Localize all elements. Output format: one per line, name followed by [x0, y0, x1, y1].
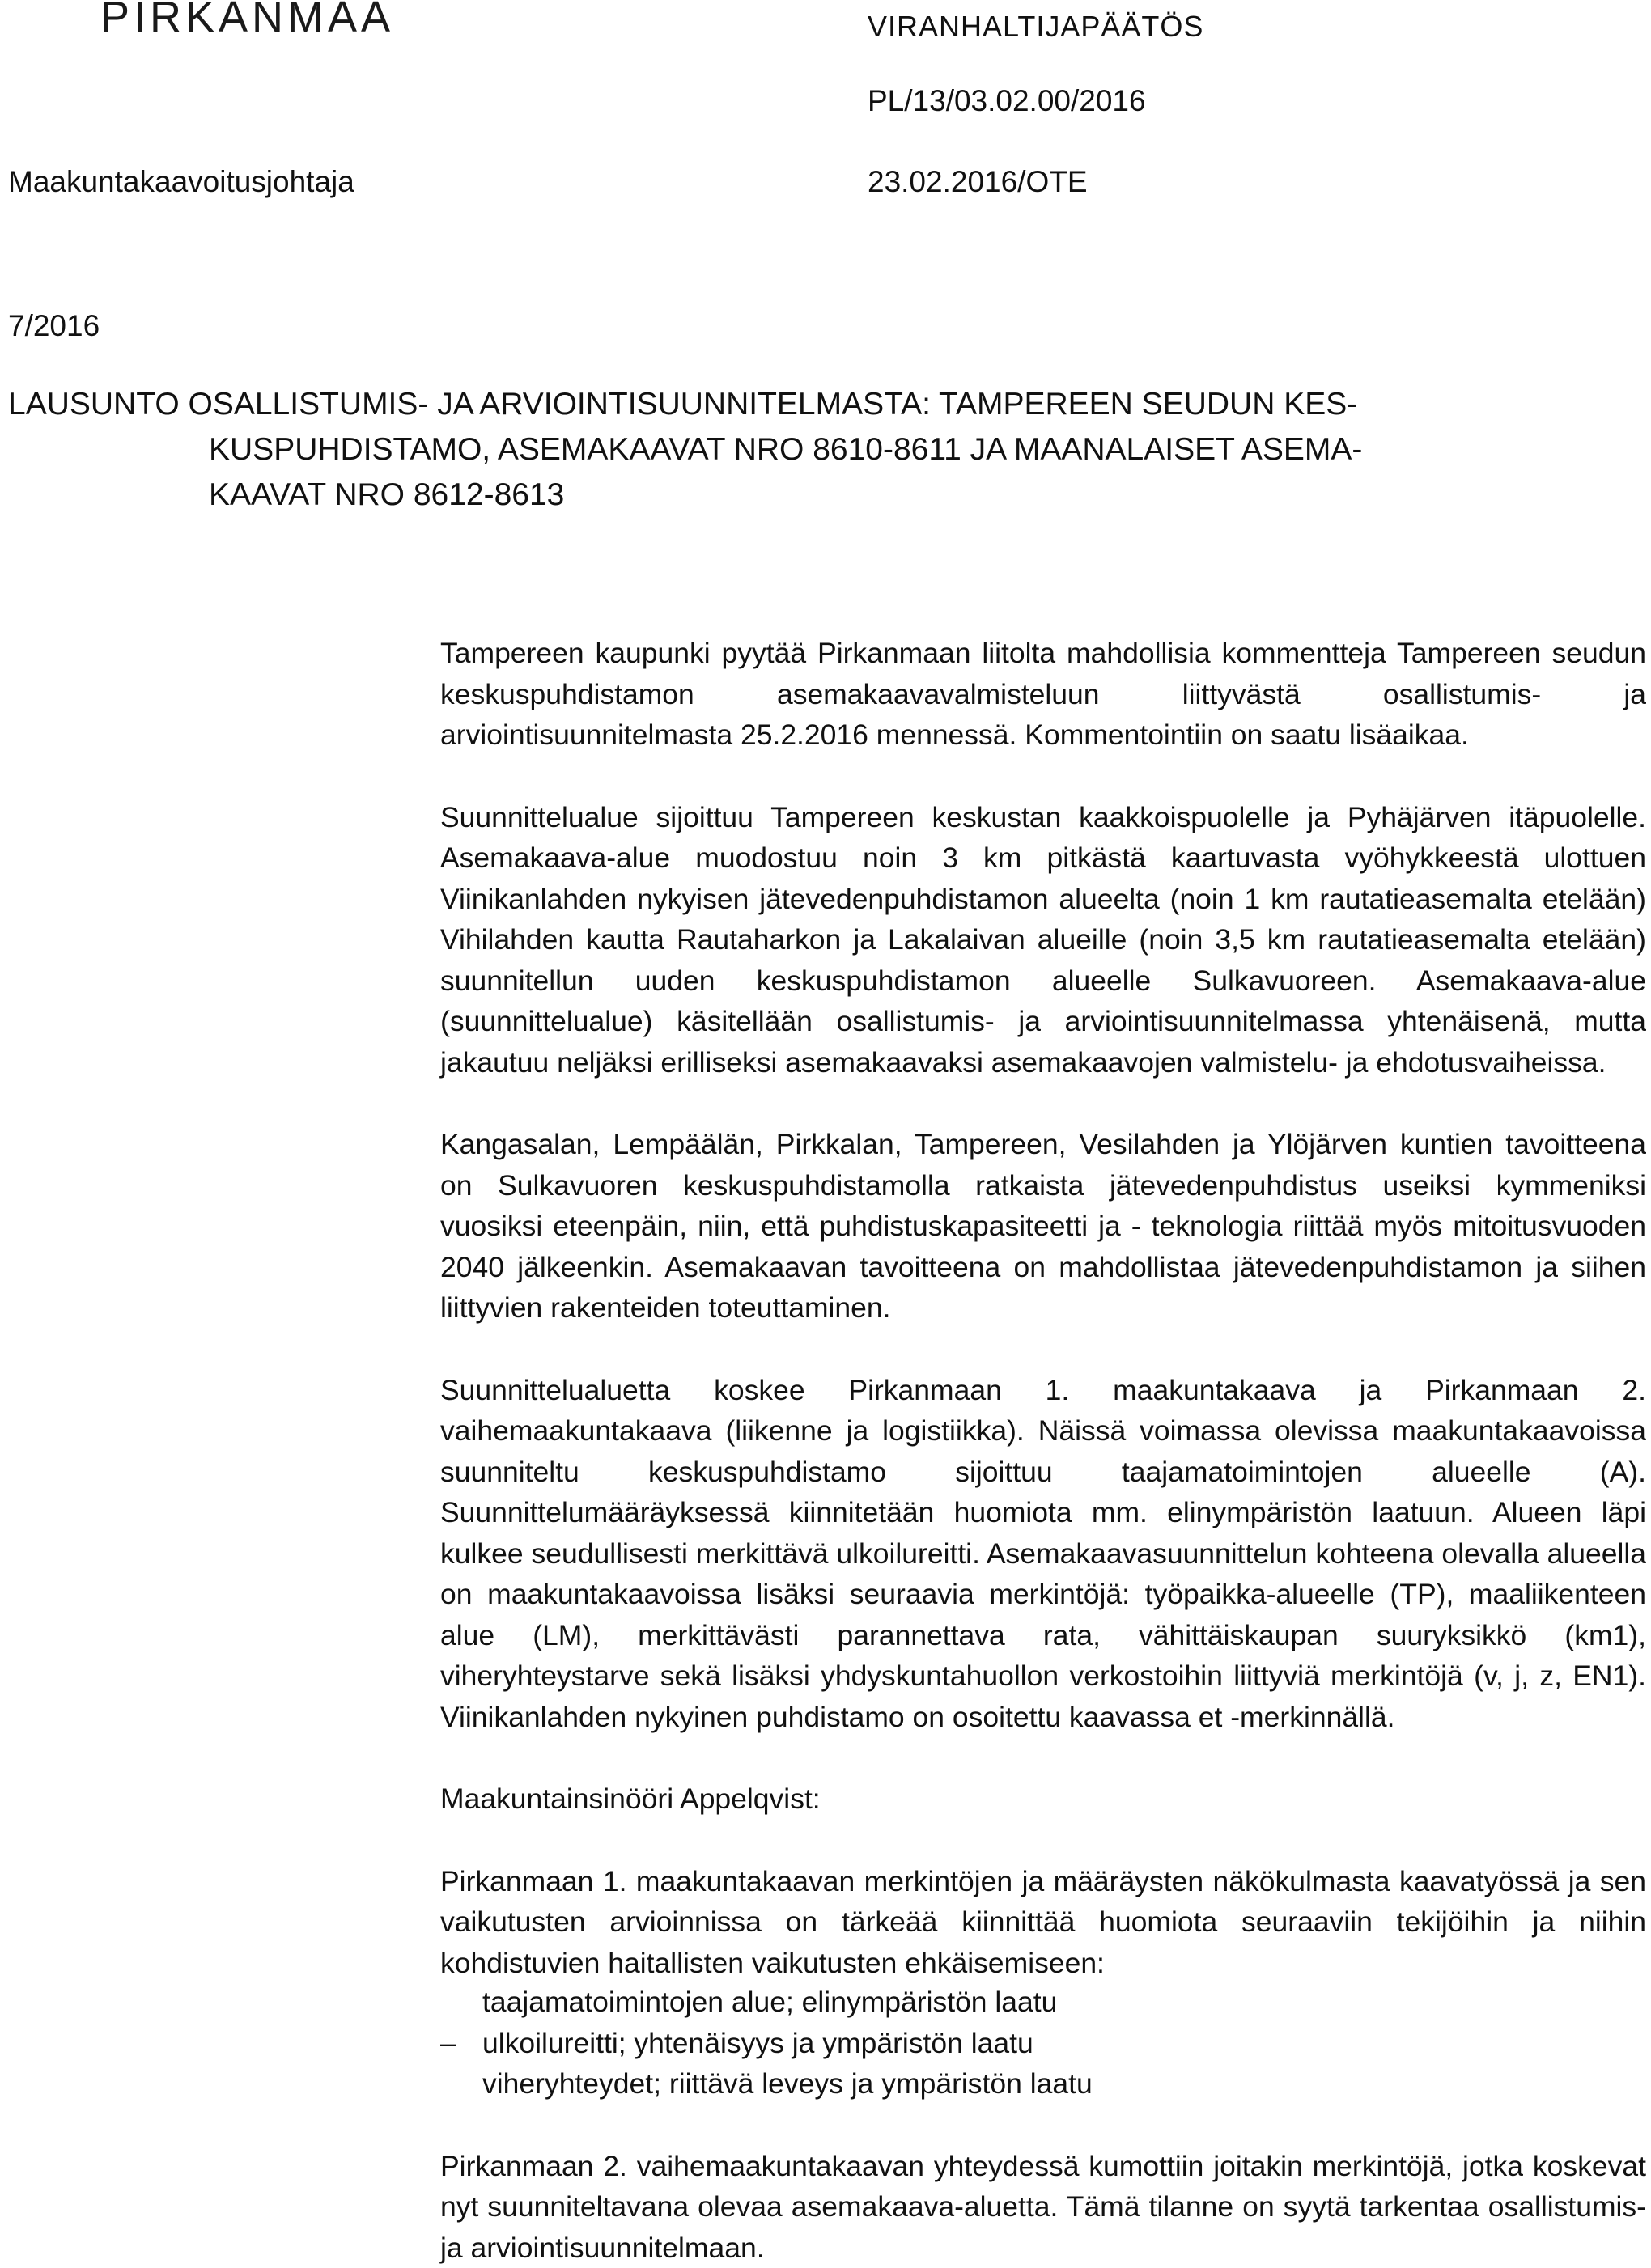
paragraph: Kangasalan, Lempäälän, Pirkkalan, Tampereen, Vesilahden ja Ylöjärven kuntien tavoitteena on Sulkavuoren keskuspuhdistamolla ratkaista jätevedenpuhdistus useiksi kymmeniksi vuosiksi eteenpäin, niin, että puhdistuskapasiteetti ja - teknologia riittää myös mitoitusvuoden 2040 jälkeenkin. Asemakaavan tavoitteena on mahdollistaa jätevedenpuhdistamon ja siihen liittyvien rakenteiden toteuttaminen. [440, 1124, 1646, 1329]
list-item [440, 2023, 1646, 2064]
speaker-label: Maakuntainsinööri Appelqvist: [440, 1778, 1646, 1820]
list-item [440, 1982, 1646, 2023]
organization-name: PIRKANMAA [100, 0, 394, 42]
document-id: PL/13/03.02.00/2016 [868, 84, 1146, 118]
title-line: KUSPUHDISTAMO, ASEMAKAAVAT NRO 8610-8611 JA MAANALAISET ASEMA- [8, 427, 1635, 473]
title-line: LAUSUNTO OSALLISTUMIS- JA ARVIOINTISUUNNITELMASTA: TAMPEREEN SEUDUN KES- [8, 382, 1635, 427]
dash-marker: – [440, 2023, 456, 2064]
title-line: KAAVAT NRO 8612-8613 [8, 473, 1635, 518]
paragraph: Pirkanmaan 1. maakuntakaavan merkintöjen ja määräysten näkökulmasta kaavatyössä ja sen vaikutusten arvioinnissa on tärkeää kiinnittää huomiota seuraaviin tekijöihin ja niihin kohdistuvien haitallisten vaikutusten ehkäisemiseen: [440, 1861, 1646, 1984]
list-item-text: viheryhteydet; riittävä leveys ja ympäristön laatu [482, 2067, 1093, 2100]
document-type: VIRANHALTIJAPÄÄTÖS [868, 10, 1203, 44]
bullet-list [440, 1982, 1646, 2105]
list-item [440, 2063, 1646, 2105]
decision-number: 7/2016 [8, 309, 100, 343]
paragraph: Pirkanmaan 2. vaihemaakuntakaavan yhteydessä kumottiin joitakin merkintöjä, jotka koskevat nyt suunniteltavana olevaa asemakaava-aluetta. Tämä tilanne on syytä tarkentaa osallistumis- ja arviointisuunnitelmaan. [440, 2146, 1646, 2268]
document-title [8, 382, 1635, 518]
paragraph: Suunnittelualue sijoittuu Tampereen keskustan kaakkoispuolelle ja Pyhäjärven itäpuolelle. Asemakaava-alue muodostuu noin 3 km pitkästä kaartuvasta vyöhykkeestä ulottuen Viinikanlahden nykyisen jätevedenpuhdistamon alueelta (noin 1 km rautatieasemalta etelään) Vihilahden kautta Rautaharkon ja Lakalaivan alueille (noin 3,5 km rautatieasemalta etelään) suunnitellun uuden keskuspuhdistamon alueelle Sulkavuoreen. Asemakaava-alue (suunnittelualue) käsitellään osallistumis- ja arviointisuunnitelmassa yhtenäisenä, mutta jakautuu neljäksi erilliseksi asemakaavaksi asemakaavojen valmistelu- ja ehdotusvaiheissa. [440, 797, 1646, 1083]
author-role: Maakuntakaavoitusjohtaja [8, 165, 354, 199]
list-item-text: taajamatoimintojen alue; elinympäristön laatu [482, 1986, 1057, 2018]
paragraph: Suunnittelualuetta koskee Pirkanmaan 1. maakuntakaava ja Pirkanmaan 2. vaihemaakuntakaava (liikenne ja logistiikka). Näissä voimassa olevissa maakuntakaavoissa suunniteltu keskuspuhdistamo sijoittuu taajamatoimintojen alueelle (A). Suunnittelumääräyksessä kiinnitetään huomiota mm. elinympäristön laatuun. Alueen läpi kulkee seudullisesti merkittävä ulkoilureitti. Asemakaavasuunnittelun kohteena olevalla alueella on maakuntakaavoissa lisäksi seuraavia merkintöjä: työpaikka-alueelle (TP), maaliikenteen alue (LM), merkittävästi parannettava rata, vähittäiskaupan suuryksikkö (km1), viheryhteystarve sekä lisäksi yhdyskuntahuollon verkostoihin liittyviä merkintöjä (v, j, z, EN1). Viinikanlahden nykyinen puhdistamo on osoitettu kaavassa et -merkinnällä. [440, 1370, 1646, 1738]
document-body [440, 633, 1646, 2268]
list-item-text: ulkoilureitti; yhtenäisyys ja ympäristön laatu [482, 2027, 1033, 2059]
paragraph: Tampereen kaupunki pyytää Pirkanmaan liitolta mahdollisia kommentteja Tampereen seudun keskuspuhdistamon asemakaavavalmisteluun liittyvästä osallistumis- ja arviointisuunnitelmasta 25.2.2016 mennessä. Kommentointiin on saatu lisäaikaa. [440, 633, 1646, 756]
document-date: 23.02.2016/OTE [868, 165, 1088, 199]
